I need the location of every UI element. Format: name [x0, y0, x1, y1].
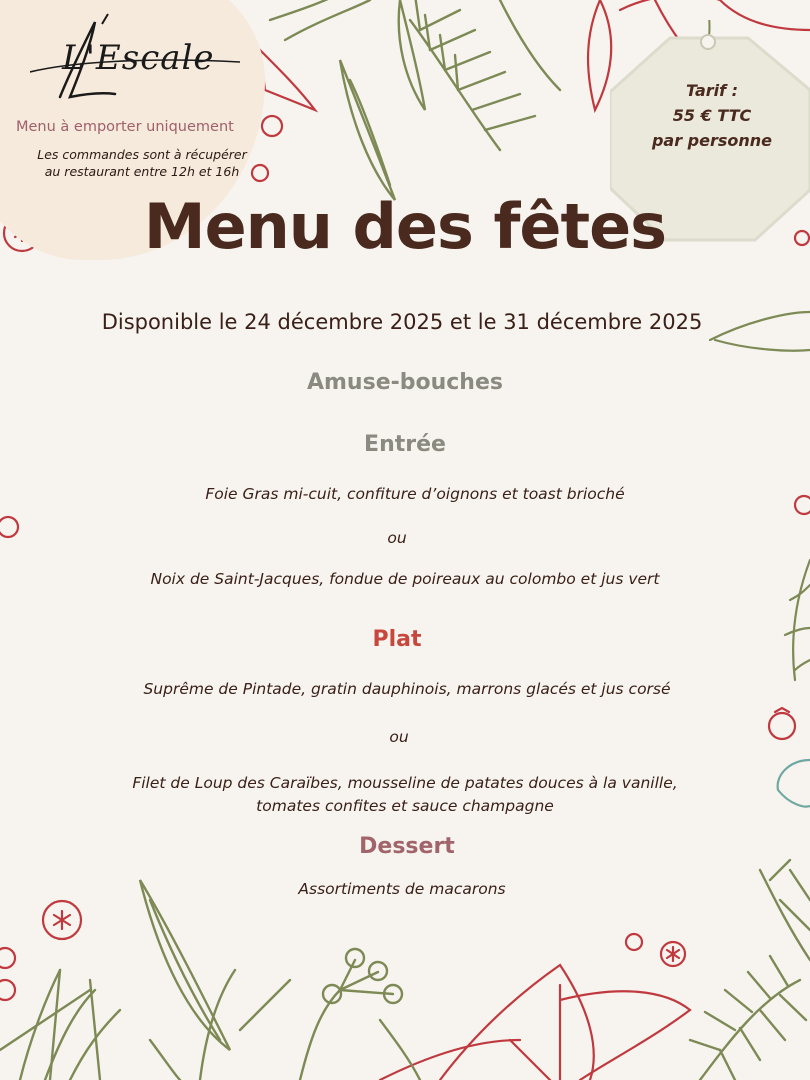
- section-heading-plat: Plat: [372, 627, 422, 652]
- plat-option-2: [0, 772, 810, 818]
- plat-or: ou: [389, 728, 409, 746]
- entree-option-2: Noix de Saint-Jacques, fondue de poireaux au colombo et jus vert: [150, 570, 660, 588]
- price-amount: 55 € TTC: [672, 106, 752, 125]
- entree-or: ou: [387, 529, 407, 547]
- pickup-line-1: Les commandes sont à récupérer: [37, 147, 247, 162]
- plat-option-2-line-1: Filet de Loup des Caraïbes, mousseline de patates douces à la vanille,: [132, 774, 678, 792]
- plat-option-1: Suprême de Pintade, gratin dauphinois, marrons glacés et jus corsé: [143, 680, 671, 698]
- takeaway-notice: Menu à emporter uniquement: [16, 119, 234, 135]
- entree-option-1: Foie Gras mi-cuit, confiture d’oignons et toast brioché: [205, 485, 625, 503]
- pickup-instructions: [22, 146, 262, 180]
- section-heading-amuse-bouches: Amuse-bouches: [306, 370, 503, 395]
- menu-title: Menu des fêtes: [143, 190, 667, 263]
- price-tag: [612, 78, 810, 153]
- availability-dates: Disponible le 24 décembre 2025 et le 31 décembre 2025: [101, 310, 703, 334]
- price-unit: par personne: [651, 131, 773, 150]
- price-label: Tarif :: [685, 81, 739, 100]
- dessert-option-1: Assortiments de macarons: [298, 880, 506, 898]
- logo-wordmark: L'Escale: [62, 38, 215, 78]
- section-heading-dessert: Dessert: [359, 834, 455, 859]
- section-heading-entree: Entrée: [364, 432, 446, 457]
- plat-option-2-line-2: tomates confites et sauce champagne: [256, 797, 554, 815]
- pickup-line-2: au restaurant entre 12h et 16h: [44, 164, 240, 179]
